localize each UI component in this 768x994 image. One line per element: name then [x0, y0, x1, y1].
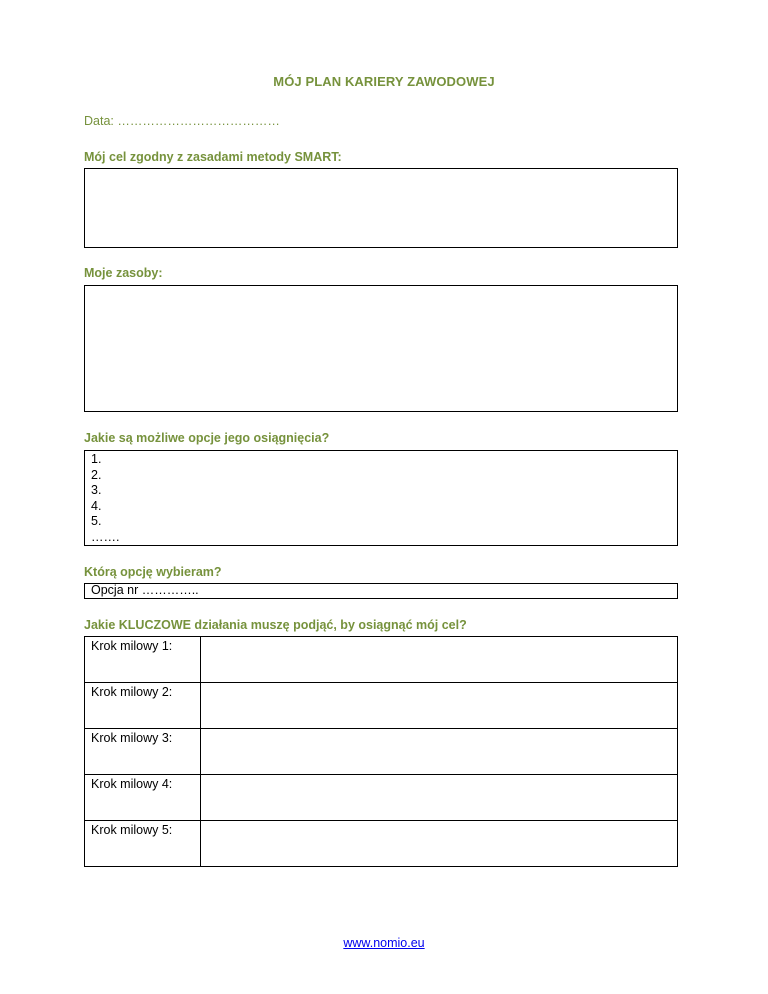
option-item: 3.	[91, 483, 102, 498]
milestone-input-cell[interactable]	[201, 683, 678, 729]
milestone-input-cell[interactable]	[201, 729, 678, 775]
resources-heading: Moje zasoby:	[84, 266, 163, 280]
table-row	[85, 683, 678, 729]
milestone-input-cell[interactable]	[201, 775, 678, 821]
milestone-label: Krok milowy 4:	[85, 775, 201, 821]
table-row	[85, 729, 678, 775]
table-row	[85, 775, 678, 821]
milestones-table	[84, 636, 678, 867]
resources-input-box[interactable]	[84, 285, 678, 412]
option-item: 4.	[91, 498, 102, 513]
table-row	[85, 821, 678, 867]
option-item: 5.	[91, 514, 102, 529]
milestone-label: Krok milowy 3:	[85, 729, 201, 775]
choice-heading: Którą opcję wybieram?	[84, 565, 222, 579]
milestone-label: Krok milowy 2:	[85, 683, 201, 729]
goal-input-box[interactable]	[84, 168, 678, 248]
date-field-label[interactable]: Data: …………………………………	[84, 114, 280, 128]
milestone-label: Krok milowy 5:	[85, 821, 201, 867]
milestone-input-cell[interactable]	[201, 637, 678, 683]
milestone-input-cell[interactable]	[201, 821, 678, 867]
option-item: 1.	[91, 452, 102, 466]
option-item: 2.	[91, 467, 102, 482]
footer-link[interactable]: www.nomio.eu	[343, 936, 425, 950]
options-heading: Jakie są możliwe opcje jego osiągnięcia?	[84, 431, 330, 445]
goal-heading: Mój cel zgodny z zasadami metody SMART:	[84, 150, 342, 164]
option-item: …….	[91, 529, 120, 544]
milestones-heading: Jakie KLUCZOWE działania muszę podjąć, by osiągnąć mój cel?	[84, 618, 467, 632]
table-row	[85, 637, 678, 683]
choice-box[interactable]	[84, 583, 678, 599]
choice-value: Opcja nr …………..	[91, 583, 199, 597]
options-box[interactable]	[84, 450, 678, 546]
footer	[0, 936, 768, 950]
milestone-label: Krok milowy 1:	[85, 637, 201, 683]
page-title: MÓJ PLAN KARIERY ZAWODOWEJ	[273, 74, 495, 89]
